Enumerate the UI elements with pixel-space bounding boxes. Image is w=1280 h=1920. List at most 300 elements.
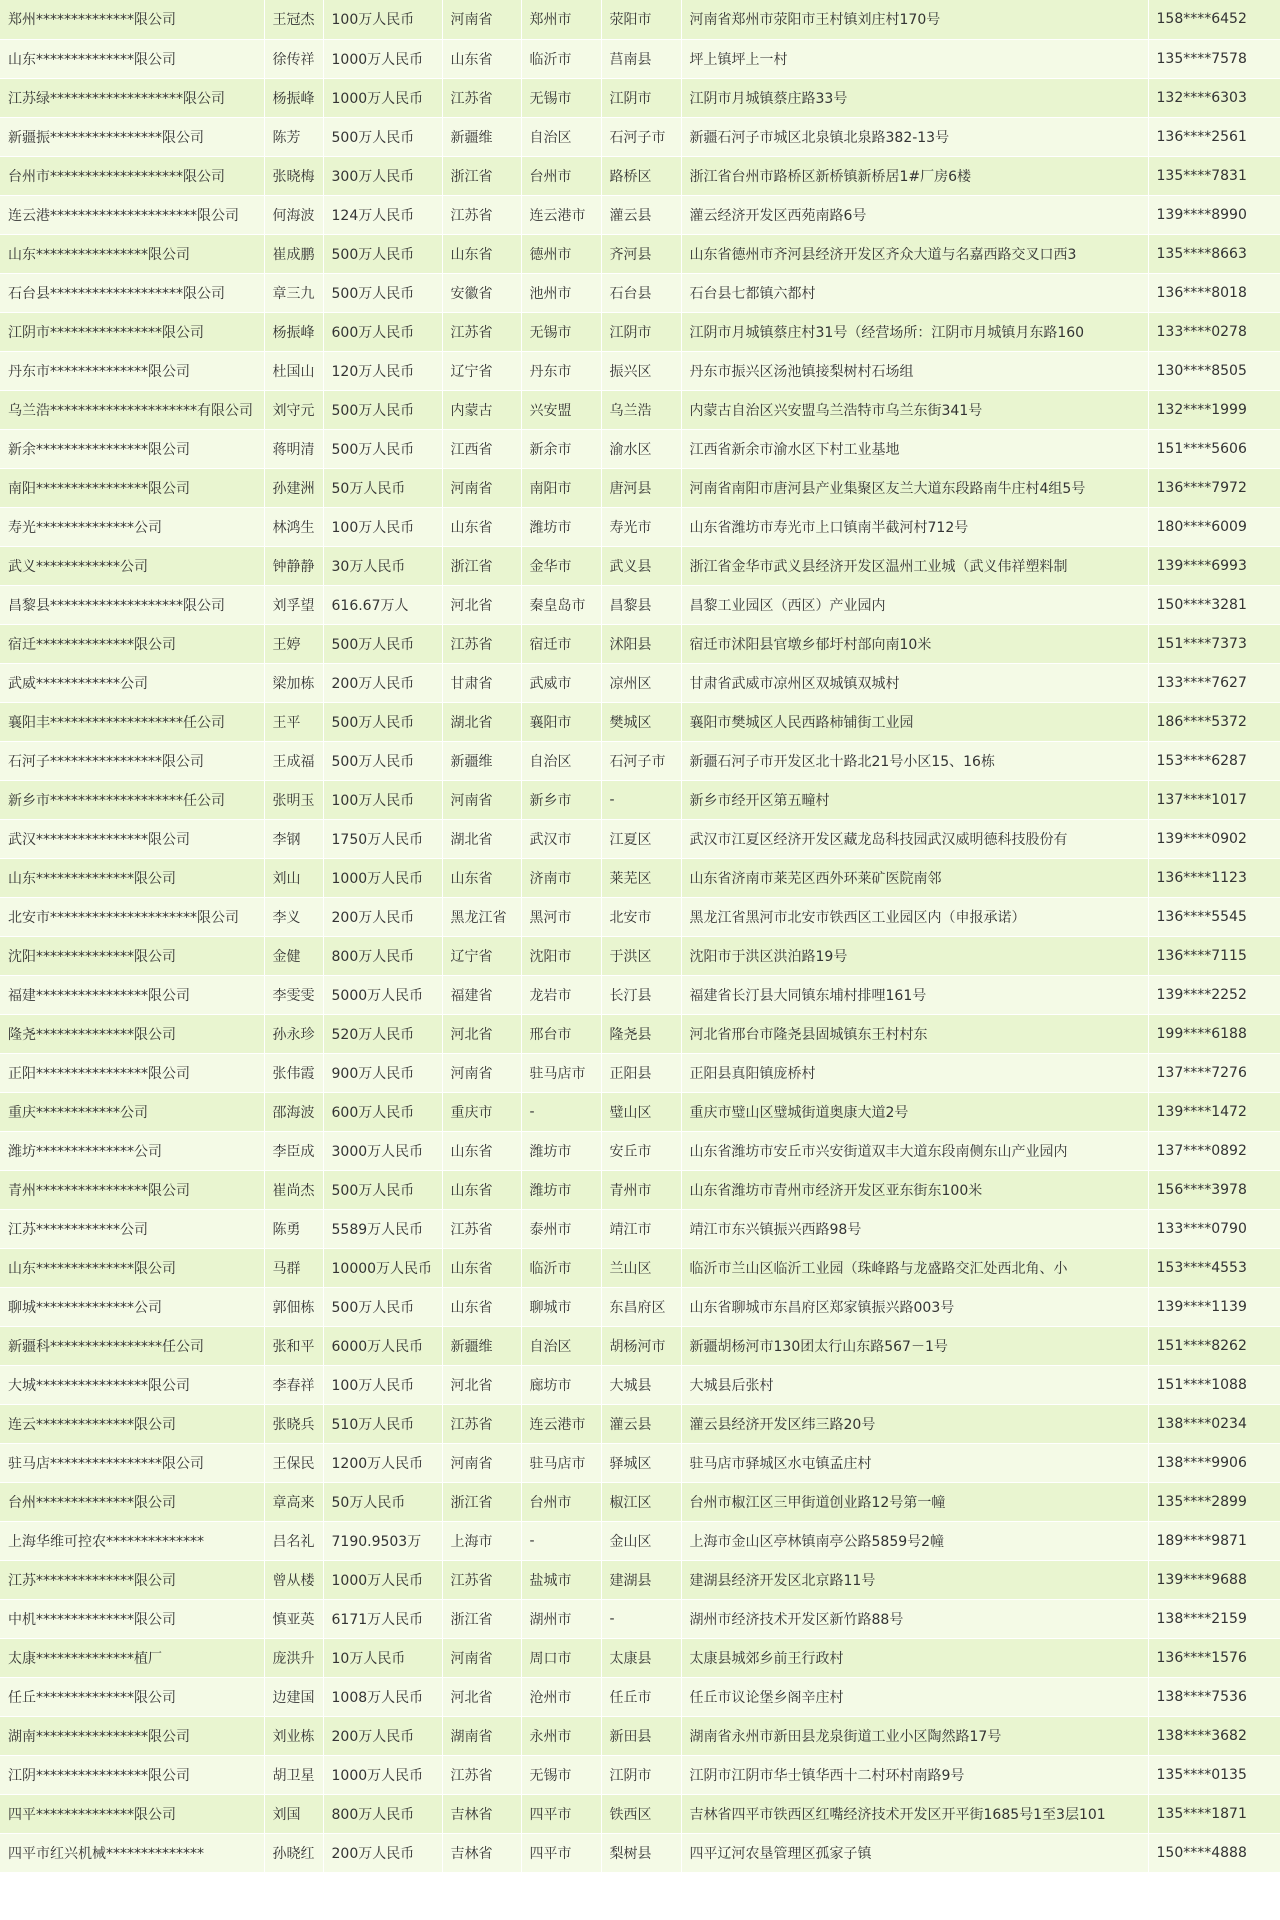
table-row (0, 39, 1280, 78)
capital-cell: 10000万人民币 (323, 1248, 442, 1287)
district-cell: 大城县 (601, 1365, 681, 1404)
contact-cell: 吕名礼 (264, 1521, 323, 1560)
district-cell: - (601, 780, 681, 819)
capital-cell: 120万人民币 (323, 351, 442, 390)
district-cell: 沭阳县 (601, 624, 681, 663)
phone-cell: 136****1576 (1148, 1638, 1280, 1677)
address-cell: 台州市椒江区三甲街道创业路12号第一幢 (681, 1482, 1148, 1521)
address-cell: 太康县城郊乡前王行政村 (681, 1638, 1148, 1677)
capital-cell: 500万人民币 (323, 429, 442, 468)
table-row (0, 1560, 1280, 1599)
province-cell: 河南省 (442, 1638, 521, 1677)
contact-cell: 崔尚杰 (264, 1170, 323, 1209)
district-cell: 建湖县 (601, 1560, 681, 1599)
district-cell: 石河子市 (601, 741, 681, 780)
city-cell: 潍坊市 (521, 1131, 601, 1170)
province-cell: 浙江省 (442, 1599, 521, 1638)
contact-cell: 李钢 (264, 819, 323, 858)
address-cell: 正阳县真阳镇庞桥村 (681, 1053, 1148, 1092)
address-cell: 新疆石河子市城区北泉镇北泉路382-13号 (681, 117, 1148, 156)
city-cell: 沈阳市 (521, 936, 601, 975)
district-cell: 驿城区 (601, 1443, 681, 1482)
table-row (0, 1131, 1280, 1170)
capital-cell: 1000万人民币 (323, 39, 442, 78)
phone-cell: 138****9906 (1148, 1443, 1280, 1482)
district-cell: 安丘市 (601, 1131, 681, 1170)
city-cell: 丹东市 (521, 351, 601, 390)
province-cell: 山东省 (442, 1248, 521, 1287)
phone-cell: 135****7578 (1148, 39, 1280, 78)
district-cell: 荥阳市 (601, 0, 681, 39)
capital-cell: 300万人民币 (323, 156, 442, 195)
district-cell: 路桥区 (601, 156, 681, 195)
address-cell: 江西省新余市渝水区下村工业基地 (681, 429, 1148, 468)
district-cell: 江阴市 (601, 78, 681, 117)
contact-cell: 边建国 (264, 1677, 323, 1716)
district-cell: 青州市 (601, 1170, 681, 1209)
district-cell: 东昌府区 (601, 1287, 681, 1326)
contact-cell: 张和平 (264, 1326, 323, 1365)
contact-cell: 马群 (264, 1248, 323, 1287)
company-name-cell: 正阳****************限公司 (0, 1053, 264, 1092)
company-name-cell: 四平市红兴机械************** (0, 1833, 264, 1872)
address-cell: 灌云县经济开发区纬三路20号 (681, 1404, 1148, 1443)
district-cell: 铁西区 (601, 1794, 681, 1833)
phone-cell: 153****6287 (1148, 741, 1280, 780)
district-cell: 石台县 (601, 273, 681, 312)
phone-cell: 138****7536 (1148, 1677, 1280, 1716)
table-row (0, 1404, 1280, 1443)
address-cell: 湖南省永州市新田县龙泉街道工业小区陶然路17号 (681, 1716, 1148, 1755)
province-cell: 河南省 (442, 780, 521, 819)
city-cell: 四平市 (521, 1794, 601, 1833)
address-cell: 江阴市月城镇蔡庄路33号 (681, 78, 1148, 117)
table-row (0, 1794, 1280, 1833)
contact-cell: 庞洪升 (264, 1638, 323, 1677)
contact-cell: 杜国山 (264, 351, 323, 390)
phone-cell: 133****0790 (1148, 1209, 1280, 1248)
company-name-cell: 武义************公司 (0, 546, 264, 585)
contact-cell: 何海波 (264, 195, 323, 234)
table-row (0, 156, 1280, 195)
city-cell: 秦皇岛市 (521, 585, 601, 624)
address-cell: 武汉市江夏区经济开发区藏龙岛科技园武汉威明德科技股份有 (681, 819, 1148, 858)
city-cell: 武汉市 (521, 819, 601, 858)
province-cell: 安徽省 (442, 273, 521, 312)
company-name-cell: 南阳****************限公司 (0, 468, 264, 507)
address-cell: 临沂市兰山区临沂工业园（珠峰路与龙盛路交汇处西北角、小 (681, 1248, 1148, 1287)
company-name-cell: 江苏绿*******************限公司 (0, 78, 264, 117)
capital-cell: 100万人民币 (323, 780, 442, 819)
phone-cell: 137****0892 (1148, 1131, 1280, 1170)
phone-cell: 137****1017 (1148, 780, 1280, 819)
table-row (0, 546, 1280, 585)
capital-cell: 500万人民币 (323, 1170, 442, 1209)
phone-cell: 151****8262 (1148, 1326, 1280, 1365)
district-cell: 灌云县 (601, 1404, 681, 1443)
phone-cell: 136****2561 (1148, 117, 1280, 156)
province-cell: 福建省 (442, 975, 521, 1014)
capital-cell: 600万人民币 (323, 1092, 442, 1131)
table-row (0, 0, 1280, 39)
capital-cell: 30万人民币 (323, 546, 442, 585)
city-cell: 宿迁市 (521, 624, 601, 663)
phone-cell: 150****3281 (1148, 585, 1280, 624)
capital-cell: 200万人民币 (323, 1833, 442, 1872)
city-cell: 金华市 (521, 546, 601, 585)
province-cell: 吉林省 (442, 1794, 521, 1833)
company-name-cell: 郑州**************限公司 (0, 0, 264, 39)
table-row (0, 234, 1280, 273)
address-cell: 山东省潍坊市安丘市兴安街道双丰大道东段南侧东山产业园内 (681, 1131, 1148, 1170)
address-cell: 河南省南阳市唐河县产业集聚区友兰大道东段路南牛庄村4组5号 (681, 468, 1148, 507)
address-cell: 山东省潍坊市寿光市上口镇南半截河村712号 (681, 507, 1148, 546)
company-name-cell: 中机**************限公司 (0, 1599, 264, 1638)
phone-cell: 139****6993 (1148, 546, 1280, 585)
province-cell: 江苏省 (442, 78, 521, 117)
province-cell: 浙江省 (442, 546, 521, 585)
company-name-cell: 乌兰浩*********************有限公司 (0, 390, 264, 429)
contact-cell: 张晓梅 (264, 156, 323, 195)
district-cell: 隆尧县 (601, 1014, 681, 1053)
company-name-cell: 重庆************公司 (0, 1092, 264, 1131)
address-cell: 建湖县经济开发区北京路11号 (681, 1560, 1148, 1599)
address-cell: 山东省聊城市东昌府区郑家镇振兴路003号 (681, 1287, 1148, 1326)
phone-cell: 151****7373 (1148, 624, 1280, 663)
contact-cell: 张晓兵 (264, 1404, 323, 1443)
table-row (0, 273, 1280, 312)
table-row (0, 975, 1280, 1014)
contact-cell: 张伟霞 (264, 1053, 323, 1092)
company-name-cell: 太康**************植厂 (0, 1638, 264, 1677)
company-name-cell: 武汉****************限公司 (0, 819, 264, 858)
city-cell: - (521, 1092, 601, 1131)
district-cell: 唐河县 (601, 468, 681, 507)
company-name-cell: 北安市*********************限公司 (0, 897, 264, 936)
province-cell: 江苏省 (442, 1404, 521, 1443)
capital-cell: 500万人民币 (323, 234, 442, 273)
province-cell: 河南省 (442, 0, 521, 39)
address-cell: 山东省济南市莱芜区西外环莱矿医院南邻 (681, 858, 1148, 897)
phone-cell: 138****0234 (1148, 1404, 1280, 1443)
capital-cell: 500万人民币 (323, 624, 442, 663)
city-cell: 池州市 (521, 273, 601, 312)
address-cell: 新乡市经开区第五疃村 (681, 780, 1148, 819)
capital-cell: 900万人民币 (323, 1053, 442, 1092)
city-cell: 龙岩市 (521, 975, 601, 1014)
city-cell: 临沂市 (521, 1248, 601, 1287)
contact-cell: 张明玉 (264, 780, 323, 819)
table-row (0, 624, 1280, 663)
address-cell: 驻马店市驿城区水屯镇孟庄村 (681, 1443, 1148, 1482)
province-cell: 吉林省 (442, 1833, 521, 1872)
contact-cell: 章三九 (264, 273, 323, 312)
phone-cell: 135****2899 (1148, 1482, 1280, 1521)
province-cell: 新疆维 (442, 741, 521, 780)
city-cell: 连云港市 (521, 1404, 601, 1443)
city-cell: 潍坊市 (521, 507, 601, 546)
company-name-cell: 昌黎县*******************限公司 (0, 585, 264, 624)
capital-cell: 100万人民币 (323, 1365, 442, 1404)
province-cell: 江苏省 (442, 1209, 521, 1248)
table-row (0, 702, 1280, 741)
contact-cell: 梁加栋 (264, 663, 323, 702)
province-cell: 山东省 (442, 1170, 521, 1209)
district-cell: 樊城区 (601, 702, 681, 741)
district-cell: 齐河县 (601, 234, 681, 273)
capital-cell: 500万人民币 (323, 1287, 442, 1326)
province-cell: 河北省 (442, 585, 521, 624)
province-cell: 湖北省 (442, 819, 521, 858)
address-cell: 靖江市东兴镇振兴西路98号 (681, 1209, 1148, 1248)
phone-cell: 135****7831 (1148, 156, 1280, 195)
capital-cell: 1750万人民币 (323, 819, 442, 858)
district-cell: 椒江区 (601, 1482, 681, 1521)
district-cell: 灌云县 (601, 195, 681, 234)
province-cell: 江西省 (442, 429, 521, 468)
address-cell: 福建省长汀县大同镇东埔村排哩161号 (681, 975, 1148, 1014)
table-row (0, 585, 1280, 624)
company-name-cell: 新疆振****************限公司 (0, 117, 264, 156)
table-row (0, 1677, 1280, 1716)
province-cell: 甘肃省 (442, 663, 521, 702)
province-cell: 河南省 (442, 1053, 521, 1092)
capital-cell: 5000万人民币 (323, 975, 442, 1014)
city-cell: 郑州市 (521, 0, 601, 39)
company-name-cell: 青州****************限公司 (0, 1170, 264, 1209)
district-cell: 江阴市 (601, 1755, 681, 1794)
contact-cell: 李义 (264, 897, 323, 936)
table-row (0, 1092, 1280, 1131)
phone-cell: 136****8018 (1148, 273, 1280, 312)
capital-cell: 3000万人民币 (323, 1131, 442, 1170)
capital-cell: 1000万人民币 (323, 858, 442, 897)
table-row (0, 1053, 1280, 1092)
capital-cell: 6171万人民币 (323, 1599, 442, 1638)
company-name-cell: 石河子****************限公司 (0, 741, 264, 780)
table-row (0, 195, 1280, 234)
province-cell: 内蒙古 (442, 390, 521, 429)
company-name-cell: 驻马店****************限公司 (0, 1443, 264, 1482)
phone-cell: 135****0135 (1148, 1755, 1280, 1794)
capital-cell: 600万人民币 (323, 312, 442, 351)
company-name-cell: 任丘**************限公司 (0, 1677, 264, 1716)
company-name-cell: 山东****************限公司 (0, 234, 264, 273)
table-row (0, 1365, 1280, 1404)
contact-cell: 林鸿生 (264, 507, 323, 546)
table-row (0, 663, 1280, 702)
table-row (0, 1833, 1280, 1872)
city-cell: 无锡市 (521, 78, 601, 117)
phone-cell: 153****4553 (1148, 1248, 1280, 1287)
contact-cell: 孙晓红 (264, 1833, 323, 1872)
company-name-cell: 新余****************限公司 (0, 429, 264, 468)
city-cell: 自治区 (521, 741, 601, 780)
table-row (0, 1482, 1280, 1521)
contact-cell: 李春祥 (264, 1365, 323, 1404)
phone-cell: 137****7276 (1148, 1053, 1280, 1092)
district-cell: 胡杨河市 (601, 1326, 681, 1365)
city-cell: 新乡市 (521, 780, 601, 819)
province-cell: 辽宁省 (442, 351, 521, 390)
table-row (0, 1755, 1280, 1794)
phone-cell: 189****9871 (1148, 1521, 1280, 1560)
contact-cell: 徐传祥 (264, 39, 323, 78)
address-cell: 沈阳市于洪区洪泊路19号 (681, 936, 1148, 975)
phone-cell: 136****7115 (1148, 936, 1280, 975)
province-cell: 江苏省 (442, 312, 521, 351)
province-cell: 黑龙江省 (442, 897, 521, 936)
table-row (0, 1287, 1280, 1326)
district-cell: 长汀县 (601, 975, 681, 1014)
address-cell: 湖州市经济技术开发区新竹路88号 (681, 1599, 1148, 1638)
company-name-cell: 丹东市**************限公司 (0, 351, 264, 390)
table-row (0, 1326, 1280, 1365)
address-cell: 大城县后张村 (681, 1365, 1148, 1404)
province-cell: 江苏省 (442, 1560, 521, 1599)
contact-cell: 王冠杰 (264, 0, 323, 39)
address-cell: 上海市金山区亭林镇南亭公路5859号2幢 (681, 1521, 1148, 1560)
phone-cell: 139****0902 (1148, 819, 1280, 858)
address-cell: 昌黎工业园区（西区）产业园内 (681, 585, 1148, 624)
capital-cell: 200万人民币 (323, 897, 442, 936)
contact-cell: 王成福 (264, 741, 323, 780)
district-cell: 璧山区 (601, 1092, 681, 1131)
district-cell: 于洪区 (601, 936, 681, 975)
phone-cell: 150****4888 (1148, 1833, 1280, 1872)
province-cell: 山东省 (442, 858, 521, 897)
province-cell: 河南省 (442, 468, 521, 507)
contact-cell: 邵海波 (264, 1092, 323, 1131)
company-name-cell: 潍坊**************公司 (0, 1131, 264, 1170)
table-row (0, 936, 1280, 975)
address-cell: 丹东市振兴区汤池镇接梨树村石场组 (681, 351, 1148, 390)
contact-cell: 曾从楼 (264, 1560, 323, 1599)
phone-cell: 139****9688 (1148, 1560, 1280, 1599)
district-cell: 振兴区 (601, 351, 681, 390)
phone-cell: 132****1999 (1148, 390, 1280, 429)
city-cell: 聊城市 (521, 1287, 601, 1326)
city-cell: 连云港市 (521, 195, 601, 234)
company-name-cell: 连云**************限公司 (0, 1404, 264, 1443)
company-name-cell: 连云港*********************限公司 (0, 195, 264, 234)
capital-cell: 616.67万人 (323, 585, 442, 624)
address-cell: 内蒙古自治区兴安盟乌兰浩特市乌兰东街341号 (681, 390, 1148, 429)
table-row (0, 117, 1280, 156)
city-cell: 新余市 (521, 429, 601, 468)
city-cell: 无锡市 (521, 312, 601, 351)
capital-cell: 6000万人民币 (323, 1326, 442, 1365)
table-row (0, 1638, 1280, 1677)
city-cell: 襄阳市 (521, 702, 601, 741)
city-cell: 泰州市 (521, 1209, 601, 1248)
district-cell: 武义县 (601, 546, 681, 585)
company-name-cell: 隆尧**************限公司 (0, 1014, 264, 1053)
capital-cell: 500万人民币 (323, 702, 442, 741)
phone-cell: 136****5545 (1148, 897, 1280, 936)
company-name-cell: 福建****************限公司 (0, 975, 264, 1014)
table-row (0, 468, 1280, 507)
company-name-cell: 新乡市*******************任公司 (0, 780, 264, 819)
table-row (0, 78, 1280, 117)
company-name-cell: 台州市*******************限公司 (0, 156, 264, 195)
company-name-cell: 山东**************限公司 (0, 39, 264, 78)
contact-cell: 孙永珍 (264, 1014, 323, 1053)
province-cell: 辽宁省 (442, 936, 521, 975)
company-name-cell: 山东**************限公司 (0, 858, 264, 897)
province-cell: 山东省 (442, 1131, 521, 1170)
city-cell: 武威市 (521, 663, 601, 702)
city-cell: 潍坊市 (521, 1170, 601, 1209)
company-name-cell: 湖南****************限公司 (0, 1716, 264, 1755)
district-cell: 新田县 (601, 1716, 681, 1755)
district-cell: 金山区 (601, 1521, 681, 1560)
province-cell: 山东省 (442, 507, 521, 546)
contact-cell: 刘孚望 (264, 585, 323, 624)
city-cell: 黑河市 (521, 897, 601, 936)
province-cell: 江苏省 (442, 195, 521, 234)
capital-cell: 200万人民币 (323, 1716, 442, 1755)
phone-cell: 136****7972 (1148, 468, 1280, 507)
province-cell: 山东省 (442, 234, 521, 273)
contact-cell: 胡卫星 (264, 1755, 323, 1794)
table-row (0, 780, 1280, 819)
province-cell: 山东省 (442, 1287, 521, 1326)
contact-cell: 刘业栋 (264, 1716, 323, 1755)
capital-cell: 510万人民币 (323, 1404, 442, 1443)
company-name-cell: 沈阳**************限公司 (0, 936, 264, 975)
address-cell: 河南省郑州市荥阳市王村镇刘庄村170号 (681, 0, 1148, 39)
address-cell: 黑龙江省黑河市北安市铁西区工业园区内（申报承诺） (681, 897, 1148, 936)
table-row (0, 1443, 1280, 1482)
company-name-cell: 江苏**************限公司 (0, 1560, 264, 1599)
table-row (0, 897, 1280, 936)
district-cell: 太康县 (601, 1638, 681, 1677)
city-cell: 济南市 (521, 858, 601, 897)
address-cell: 山东省潍坊市青州市经济开发区亚东街东100米 (681, 1170, 1148, 1209)
contact-cell: 刘守元 (264, 390, 323, 429)
phone-cell: 139****1139 (1148, 1287, 1280, 1326)
district-cell: 任丘市 (601, 1677, 681, 1716)
capital-cell: 10万人民币 (323, 1638, 442, 1677)
city-cell: 永州市 (521, 1716, 601, 1755)
company-name-cell: 石台县*******************限公司 (0, 273, 264, 312)
contact-cell: 陈勇 (264, 1209, 323, 1248)
address-cell: 浙江省台州市路桥区新桥镇新桥居1#厂房6楼 (681, 156, 1148, 195)
contact-cell: 刘山 (264, 858, 323, 897)
phone-cell: 133****0278 (1148, 312, 1280, 351)
district-cell: 梨树县 (601, 1833, 681, 1872)
address-cell: 襄阳市樊城区人民西路柿铺街工业园 (681, 702, 1148, 741)
table-row (0, 1716, 1280, 1755)
capital-cell: 500万人民币 (323, 273, 442, 312)
phone-cell: 139****8990 (1148, 195, 1280, 234)
address-cell: 浙江省金华市武义县经济开发区温州工业城（武义伟祥塑料制 (681, 546, 1148, 585)
contact-cell: 章高来 (264, 1482, 323, 1521)
address-cell: 甘肃省武威市凉州区双城镇双城村 (681, 663, 1148, 702)
district-cell: 江夏区 (601, 819, 681, 858)
province-cell: 浙江省 (442, 1482, 521, 1521)
district-cell: 寿光市 (601, 507, 681, 546)
district-cell: 渝水区 (601, 429, 681, 468)
address-cell: 新疆胡杨河市130团太行山东路567－1号 (681, 1326, 1148, 1365)
contact-cell: 崔成鹏 (264, 234, 323, 273)
phone-cell: 133****7627 (1148, 663, 1280, 702)
table-row (0, 1170, 1280, 1209)
city-cell: 四平市 (521, 1833, 601, 1872)
company-name-cell: 台州**************限公司 (0, 1482, 264, 1521)
province-cell: 新疆维 (442, 1326, 521, 1365)
